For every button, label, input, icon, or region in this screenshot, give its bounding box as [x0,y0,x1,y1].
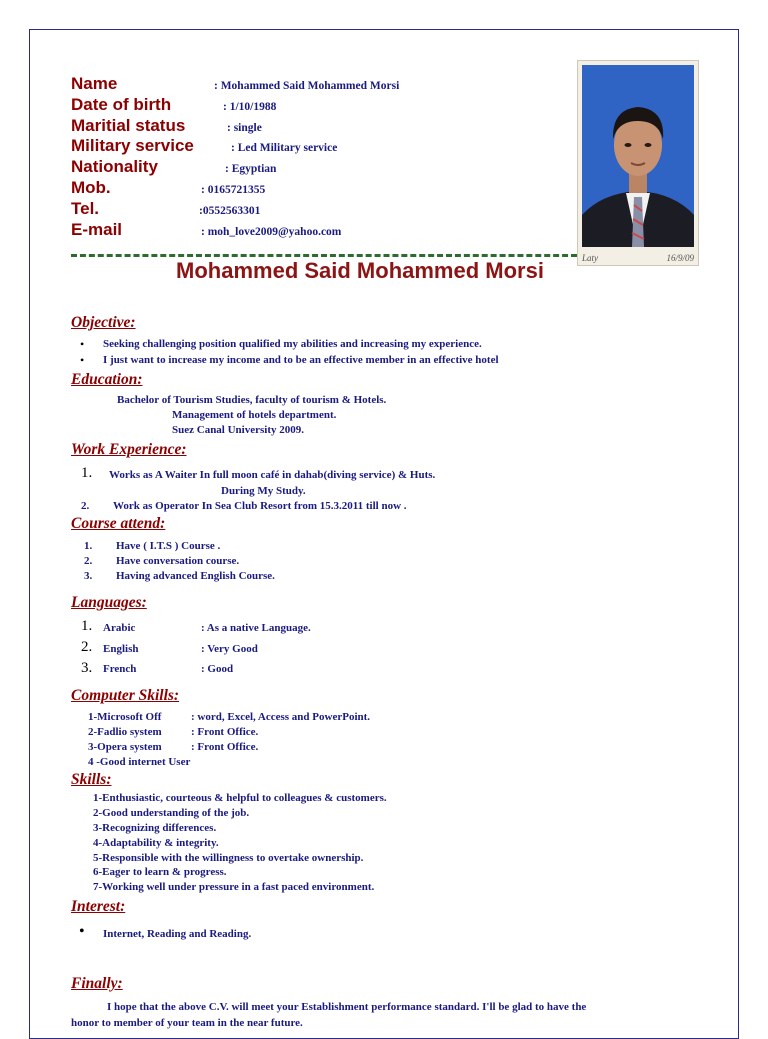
finally-line: honor to member of your team in the near future. [71,1017,303,1029]
objective-item: Seeking challenging position qualified my abilities and increasing my experience. [103,338,482,350]
info-value: : single [227,121,262,134]
list-number: 1. [84,540,93,552]
work-item-continuation: During My Study. [221,485,306,497]
language-name: English [103,643,139,655]
bullet-dot: • [80,353,85,367]
info-value: : moh_love2009@yahoo.com [201,225,342,238]
info-label: Date of birth [71,94,172,114]
info-label: Name [71,74,118,93]
list-number: 1. [81,465,93,481]
computer-heading: Computer Skills: [71,687,180,704]
list-number: 2. [81,500,90,512]
finally-line: I hope that the above C.V. will meet your Establishment performance standard. I'll be glad to have the [107,1001,587,1013]
info-value: : Egyptian [225,163,277,176]
interest-text: Internet, Reading and Reading. [103,928,252,940]
list-number: 1. [81,618,93,634]
computer-item-desc: : word, Excel, Access and PowerPoint. [191,711,371,723]
photo-caption [582,253,694,263]
info-label: E-mail [71,219,123,239]
computer-item-desc: : Front Office. [191,726,259,738]
skill-item: 4-Adaptability & integrity. [93,837,219,849]
objective-heading: Objective: [71,314,136,331]
person-portrait-icon [582,65,694,247]
profile-photo [577,60,699,266]
skills-heading: Skills: [71,771,112,788]
info-label: Nationality [71,157,158,177]
info-value: : Led Military service [231,142,338,155]
education-line: Suez Canal University 2009. [172,424,304,436]
info-label: Military service [71,136,194,156]
list-number: 2. [81,639,93,655]
list-number: 3. [84,570,93,582]
finally-heading: Finally: [71,975,123,992]
course-item: Having advanced English Course. [116,570,275,582]
skill-item: 5-Responsible with the willingness to overtake ownership. [93,852,364,864]
work-heading: Work Experience: [71,441,187,458]
computer-item-name: 4 -Good internet User [88,756,191,768]
info-label: Maritial status [71,115,186,135]
info-value: : Mohammed Said Mohammed Morsi [214,80,400,92]
education-line: Bachelor of Tourism Studies, faculty of tourism & Hotels. [117,394,387,406]
skill-item: 6-Eager to learn & progress. [93,866,227,878]
computer-item-desc: : Front Office. [191,741,259,753]
skill-item: 3-Recognizing differences. [93,822,217,834]
objective-item: I just want to increase my income and to be an effective member in an effective hotel [103,354,499,366]
full-name-title: Mohammed Said Mohammed Morsi [176,258,544,283]
language-name: French [103,663,137,675]
course-item: Have ( I.T.S ) Course . [116,540,221,552]
education-line: Management of hotels department. [172,409,337,421]
info-value: : 1/10/1988 [223,100,277,113]
course-heading: Course attend: [71,515,166,532]
education-heading: Education: [71,371,143,388]
bullet-dot: • [80,337,85,351]
skill-item: 7-Working well under pressure in a fast paced environment. [93,881,375,893]
course-item: Have conversation course. [116,555,240,567]
photo-caption-right: 16/9/09 [666,253,694,263]
language-level: : Good [201,663,234,675]
list-number: 3. [81,660,93,676]
computer-item-name: 2-Fadlio system [88,726,162,738]
computer-item-name: 1-Microsoft Off [88,711,162,723]
info-label: Tel. [71,198,100,218]
computer-item-name: 3-Opera system [88,741,162,753]
info-value: : 0165721355 [201,183,266,196]
photo-image [582,65,694,247]
skill-item: 1-Enthusiastic, courteous & helpful to colleagues & customers. [93,792,387,804]
language-level: : Very Good [201,643,258,655]
work-item: Works as A Waiter In full moon café in dahab(diving service) & Huts. [109,469,436,481]
languages-heading: Languages: [71,594,147,611]
language-level: : As a native Language. [201,622,311,634]
interest-heading: Interest: [71,898,126,915]
skill-item: 2-Good understanding of the job. [93,807,250,819]
work-item: Work as Operator In Sea Club Resort from 15.3.2011 till now . [113,500,407,512]
language-name: Arabic [103,622,136,634]
list-number: 2. [84,555,93,567]
bullet-dot: • [79,923,85,940]
info-label: Mob. [71,177,111,197]
info-value: :0552563301 [199,204,261,217]
photo-caption-left: Laty [582,253,599,263]
